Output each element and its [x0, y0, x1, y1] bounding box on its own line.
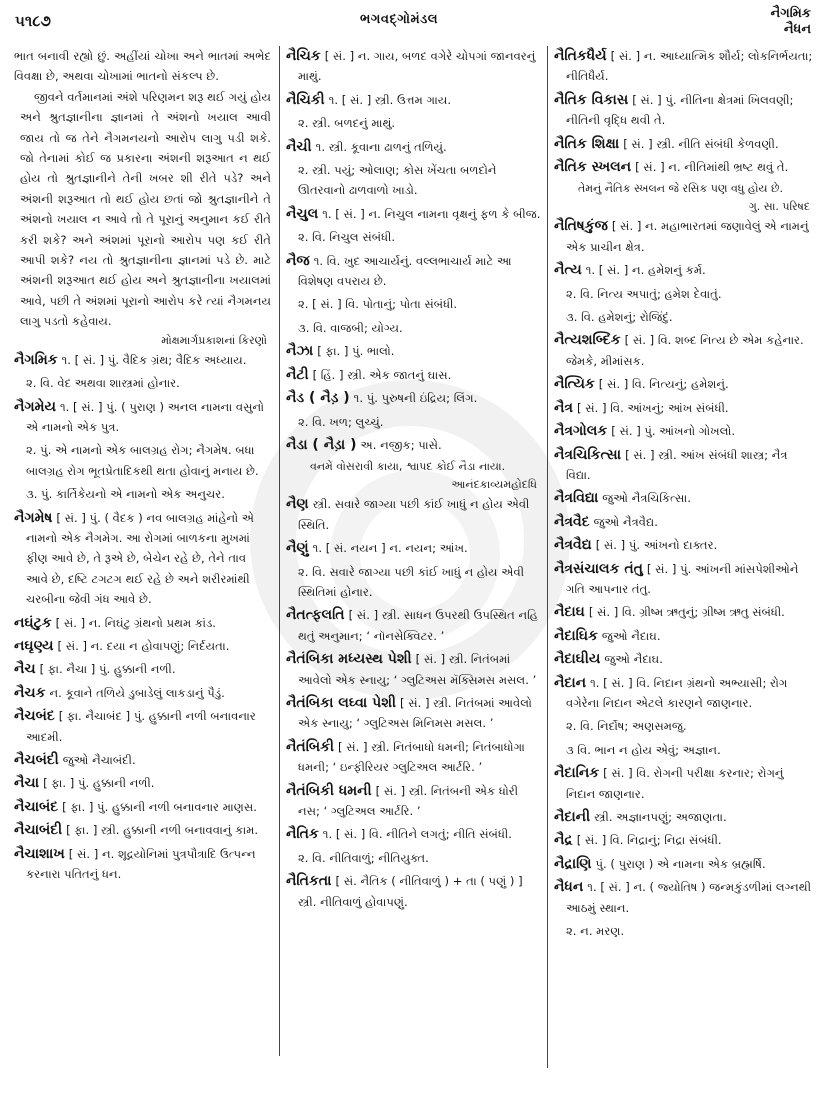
dictionary-entry — [286, 46, 541, 87]
definition: ૧. [ સં. ] ન. ( જ્યોતિષ ) જન્મકુંડળીમાં લગ્નથી આઠમું સ્થાન. — [566, 880, 812, 915]
headword: નૈત્ર — [554, 399, 574, 416]
sub-sense: ૩. વિ. વાજબી; યોગ્ય. — [298, 320, 403, 335]
dictionary-entry — [554, 398, 814, 418]
citation-source: આનંદકાવ્યમહોદધિ — [451, 478, 537, 492]
dictionary-entry — [14, 706, 271, 747]
dictionary-entry — [286, 388, 541, 408]
headword: નૈદાઘિક — [554, 627, 598, 644]
dictionary-entry — [554, 90, 814, 131]
definition: [ સં. ] પું. નીતિના ક્ષેત્રમાં ખિલવણી; નીતિની વૃદ્ધિ થવી તે. — [566, 92, 794, 128]
definition: [ સં. ] વિ. આંખનું; આંખ સંબંધી. — [577, 400, 729, 415]
entry-list — [14, 350, 271, 885]
page-header — [0, 0, 825, 44]
headword: નૈદાની — [554, 809, 591, 825]
headword: નૈત્રવૈદ્ય — [554, 537, 592, 554]
dictionary-entry — [554, 216, 814, 257]
headword: નૈડ ( નૈડ઼ ) — [286, 390, 350, 407]
guide-words — [771, 6, 811, 38]
definition: [ સં. ] વિ. ગ્રીષ્મ ઋતુનું; ગ્રીષ્મ ઋતુ સંબંધી. — [588, 605, 785, 620]
definition: [ સં. ] વિ. નિદ્રાનું; નિદ્રા સંબંધી. — [576, 833, 722, 848]
sub-sense: ૨. સ્ત્રી. પયું; ઓલાણ; કોસ ખેંચતા બળદોને ઊતરવાનો ઢાળવાળો ખાડો. — [298, 163, 497, 198]
definition: [ સં. ] ન. નિઘંટુ ગ્રંથનો પ્રથમ કાંડ. — [55, 615, 216, 630]
headword: નૈચાબંદ — [14, 798, 59, 815]
dictionary-entry — [286, 649, 541, 690]
dictionary-entry — [554, 535, 814, 555]
headword: નૈત્રવૈદ — [554, 513, 590, 530]
headword: નૈદાઘીય — [554, 651, 601, 668]
headword: નૈચિકી — [286, 91, 325, 108]
guide-word-last: નૈધન — [783, 22, 811, 37]
headword: નૈટી — [286, 366, 309, 383]
definition: સ્ત્રી. અજ્ઞાનપણું; અજાણતા. — [594, 810, 727, 824]
headword: નૈતંબિકા મધ્યસ્થ પેશી — [286, 651, 412, 668]
definition: [ ફા. ] પું. હુક્કાની નળી બનાવનાર માણસ. — [62, 799, 257, 814]
dictionary-columns — [14, 46, 814, 1056]
headword: નૈતિક — [286, 826, 319, 843]
sub-sense: ૩. વિ. હમેશનું; રોજિંદું. — [566, 310, 673, 325]
definition: [ સં. ] સ્ત્રી. નિતંબાધો ધમની; નિતંબાધોગા ધમની; ‘ ઇન્ફીરિયર ગ્લુટિઅલ આર્ટરિ. ’ — [298, 739, 525, 775]
definition: [ સં. ] પું. ( વૈદક ) નવ બાલગ્રહ માંહેનો એ નામનો એક નૈગમેગ. આ રોગમાં બાળકના મુખમાં ફીણ આવે છે, તે રૂએ છે, બેચેન રહે છે, તેને તાવ આવે છે, દષ્ટિ ટગટગ થઈ રહે છે અને શરીરમાંથી ચરબીના જેવી ગંધ આવે છે. — [26, 510, 255, 607]
dictionary-entry — [286, 737, 541, 778]
definition: ૧. [ સં. ] પું. વૈદિક ગ્રંથ; વૈદિક અધ્યાય. — [61, 352, 247, 367]
dictionary-entry — [14, 683, 271, 703]
dictionary-entry — [554, 46, 814, 87]
dictionary-entry — [286, 251, 541, 292]
headword: નૈજ — [286, 252, 310, 269]
definition: [ સં. ] સ્ત્રી. આંખ સંબંધી શાસ્ત્ર; નૈત્ર વિદ્યા. — [566, 447, 788, 482]
dictionary-entry — [286, 494, 541, 535]
definition: જુઓ નૈત્રવૈદ્ય. — [593, 514, 658, 529]
dictionary-entry — [14, 844, 271, 885]
dictionary-entry — [14, 508, 271, 610]
headword: નૈતિક શિક્ષા — [554, 135, 620, 152]
sub-sense: ૨. વિ. વેદ અથવા શાસ્ત્રમાં હોનાર. — [26, 376, 180, 391]
definition: [ સં. ] પું. આંખની માંસપેશીઓને ગતિ આપનાર તંતુ. — [566, 561, 799, 596]
dictionary-entry — [554, 330, 814, 371]
definition: [ સં. ] ન. શૂદ્રયોનિમાં પુત્રપૌત્રાદિ ઉત્પન્ન કરનારા પતિતનું ધન. — [26, 846, 256, 882]
dictionary-entry — [286, 871, 541, 912]
headword: નૈત્યિક — [554, 376, 595, 393]
column-middle — [280, 46, 548, 1068]
definition: [ સં. ] ન. મહાભારતમાં જણાવેલું એ નામનું એક પ્રાચીન ક્ષેત્ર. — [566, 219, 809, 254]
definition: સ્ત્રી. સવારે જાગ્યા પછી કાંઈ ખાધું ન હોય એવી સ્થિતિ. — [298, 497, 530, 532]
definition: [ સં. ] ન. આધ્યાત્મિક શૌર્ય; લોકનિર્ભયતા; નીતિધૈર્ય. — [566, 49, 813, 84]
dictionary-entry — [554, 512, 814, 532]
definition: પું. ( પુરાણ ) એ નામના એક બ્રહ્મર્ષિ. — [595, 856, 766, 871]
usage-quote: વનમેં વોસરાવી કાયા, શ્વાપદ કોઈ નૈડા નાયા. — [310, 460, 506, 474]
headword: નૈચાબંદી — [14, 822, 63, 839]
headword: નૈતિક સ્ખલન — [554, 159, 632, 176]
headword: નૈડા ( નૈડ઼ા ) — [286, 436, 357, 453]
definition: [ ફા. ] સ્ત્રી. હુક્કાની નળી બનાવવાનું કામ. — [66, 823, 259, 838]
headword: નૈદ્ર — [554, 832, 573, 849]
headword: નૈતિકધૈર્ય — [554, 48, 607, 64]
dictionary-entry — [554, 157, 814, 177]
headword: નૈત્રગોલક — [554, 423, 608, 440]
headword: નૈતંબિકી ધમની — [286, 782, 372, 799]
column-right — [548, 46, 814, 1056]
headword: નૈદાનિક — [554, 765, 600, 782]
definition: ૧. [ સં. ] પું. ( પુરાણ ) અનલ નામના વસુનો એ નામનો એક પુત્ર. — [26, 399, 264, 434]
dictionary-entry — [286, 137, 541, 157]
sub-sense: ૨. વિ. નિર્દોષ; અણસમજુ. — [566, 719, 687, 734]
headword: નૈધન — [554, 879, 584, 896]
usage-quote: તેમનું નૈતિક સ્ખલન જે રસિક પણ વધુ હોય છે. — [578, 182, 783, 196]
dictionary-entry — [286, 781, 541, 822]
dictionary-entry — [554, 830, 814, 850]
dictionary-entry — [286, 204, 541, 224]
definition: ૧. [ સં. ] વિ. નિદાન ગ્રંથનો અભ્યાસી; રોગ વગેરેના નિદાન એટલે કારણને જાણનાર. — [566, 675, 788, 710]
definition: ન. કૂવાને તળિયે ડુબાડેલું લાકડાનું પૈડું. — [49, 685, 225, 700]
definition: જુઓ નૈત્રચિકિત્સા. — [602, 491, 691, 506]
headword: નઘૃણ્ય — [14, 637, 54, 654]
headword: નૈદ્રાણિ — [554, 855, 592, 872]
headword: નૈગમેય — [14, 398, 56, 415]
definition: [ ફા. નૈચાબંદ ] પું. હુક્કાની નળી બનાવનાર આદમી. — [26, 709, 256, 744]
headword: નૈચબંદ — [14, 708, 55, 725]
dictionary-entry — [554, 421, 814, 441]
definition: [ સં. ] સ્ત્રી. નીતિ સંબંધી કેળવણી. — [623, 136, 779, 151]
headword: નૈત્રચિકિત્સા — [554, 446, 622, 463]
dictionary-entry — [14, 636, 271, 656]
definition: [ સં. ] વિ. નિત્યનું; હમેશનું. — [598, 377, 729, 392]
dictionary-entry — [286, 90, 541, 110]
sub-sense: ૩. પું. કાર્તિકેયનો એ નામનો એક અનુચર. — [26, 487, 225, 502]
headword: નૈગમિક — [14, 351, 58, 368]
headword: નૈચક — [14, 684, 46, 701]
headword: નૈત્યશબ્દિક — [554, 332, 621, 349]
definition: [ ફા. ] પું. ભાલો. — [317, 344, 395, 359]
definition: જુઓ નૈદાઘ. — [601, 628, 661, 643]
dictionary-entry — [554, 559, 814, 600]
dictionary-entry — [286, 435, 541, 455]
headword: નૈચા — [14, 775, 40, 792]
definition: [ સં. ] પું. આંખનો દાક્તર. — [595, 538, 718, 553]
dictionary-entry — [14, 820, 271, 840]
definition: અ. નજીક; પાસે. — [360, 437, 442, 452]
headword: નૈતિક વિકાસ — [554, 91, 629, 108]
headword: નૈતંબિકી — [286, 738, 335, 755]
dictionary-entry — [286, 341, 541, 361]
headword: નૈતિષકુંજ — [554, 218, 608, 235]
dictionary-entry — [554, 260, 814, 280]
definition: [ સં. ] ન. ગાય, બળદ વગેરે ચોપગાં જાનવરનું માથું. — [298, 49, 536, 84]
headword: નૈતંબિકા લઘ્વા પેશી — [286, 694, 396, 711]
headword: નૈગમેષ — [14, 509, 53, 526]
dictionary-entry — [554, 763, 814, 804]
continuation-paragraph: ભાત બનાવી રહ્યો છું. અહીંયાં ચોખા અને ભાતમાં અભેદ વિવક્ષા છે, અથવા ચોખામાં ભાતનો સંકલ્પ છે. — [14, 49, 271, 84]
headword: નૈતિકતા — [286, 873, 332, 890]
definition: ૧. [ સં. નયન ] ન. નયન; આંખ. — [312, 541, 468, 556]
dictionary-entry — [14, 659, 271, 679]
dictionary-entry — [286, 538, 541, 558]
entry-list — [554, 46, 814, 941]
definition: ૧. [ સં. ] ન. હમેશનું કર્મ. — [585, 263, 706, 278]
dictionary-entry — [14, 397, 271, 438]
dictionary-entry — [554, 807, 814, 827]
sub-sense: ૨. પું. એ નામનો એક બાલગ્રહ રોગ; નૈગમેષ. બધા બાલગ્રહ રોગ ભૂતપ્રેતાદિકથી થતા હોવાનું મનાય છે. — [26, 443, 259, 478]
column-left — [14, 46, 280, 1056]
running-title: ભગવદ્ગોમંડલ — [360, 12, 439, 27]
definition: [ ફા. ] પું. હુક્કાની નળી. — [43, 776, 155, 791]
entry-list — [286, 46, 541, 912]
dictionary-entry — [14, 613, 271, 633]
definition: ૧. સ્ત્રી. કૂવાના ઢાળનું તળિયું. — [315, 139, 447, 154]
sub-sense: ૨. વિ. ખળ; લુચ્ચું. — [298, 414, 384, 429]
definition: [ સં. ] વિ. રોગની પરીક્ષા કરનાર; રોગનું નિદાન જાણનાર. — [566, 766, 784, 801]
definition: [ સં. ] સ્ત્રી. નિતંબમાં આવેલો એક સ્નાયુ; ‘ ગ્લુટિઅસ મૅક્સિમસ મસલ. ’ — [298, 652, 537, 687]
dictionary-entry — [554, 649, 814, 669]
dictionary-entry — [286, 693, 541, 734]
headword: નૈદાઘ — [554, 604, 585, 621]
definition: [ સં. ] પું. આંખનો ગોખલો. — [611, 424, 736, 439]
dictionary-entry — [286, 605, 541, 646]
dictionary-entry — [286, 824, 541, 844]
sub-sense: ૨. ન. મરણ. — [566, 924, 625, 939]
definition: [ સં. ] ન. દયા ન હોવાપણું; નિર્દયતા. — [57, 638, 230, 653]
definition: [ હિં. ] સ્ત્રી. એક જાતનું ઘાસ. — [312, 367, 452, 382]
definition: [ સં. ] વિ. શબ્દ નિત્ય છે એમ કહેનાર. જેમકે, મીમાંસક. — [566, 333, 804, 368]
dictionary-entry — [14, 773, 271, 793]
definition: [ સં. નૈતિક ( નીતિવાળું ) + તા ( પણું ) ] સ્ત્રી. નીતિવાળું હોવાપણું. — [298, 874, 523, 909]
definition: ૧. વિ. ખુદ આચાર્યનું. વલ્લભાચાર્ય માટે આ વિશેષણ વપરાય છે. — [298, 253, 512, 289]
definition: [ સં. ] સ્ત્રી. નિતંબની એક ધોરી નસ; ‘ ગ્લુટિઅલ આર્ટરિ. ’ — [298, 783, 519, 818]
headword: નૈત્રવિદ્યા — [554, 490, 599, 507]
dictionary-entry — [554, 445, 814, 486]
sub-sense: ૨. વિ. નિત્ય અપાતું; હમેશ દેવાતું. — [566, 286, 722, 301]
dictionary-entry — [286, 365, 541, 385]
headword: નૈદાન — [554, 674, 587, 691]
definition: ૧. [ સં. ] ન. નિચુલ નામના વૃક્ષનું ફળ કે બીજ. — [322, 206, 541, 221]
headword: નૈચુલ — [286, 205, 319, 222]
citation-source: ગુ. સા. પરિષદ — [748, 200, 810, 214]
dictionary-entry — [554, 854, 814, 874]
sub-sense: ૩ વિ. ભાન ન હોય એવું; અજ્ઞાન. — [566, 742, 721, 757]
headword: નૈત્ય — [554, 262, 582, 279]
definition: [ સં. ] ન. નીતિમાંથી ભ્રષ્ટ થવું તે. — [635, 160, 789, 175]
sub-sense: ૨. વિ. નિચુલ સંબંધી. — [298, 230, 396, 245]
sub-sense: ૨. વિ. સવારે જાગ્યા પછી કાંઈ ખાધું ન હોય એવી સ્થિતિમાં હોનાર. — [298, 564, 525, 599]
headword: નૈઝા — [286, 343, 314, 360]
dictionary-entry — [14, 797, 271, 817]
continuation-paragraph: જીવને વર્તમાનમાં અંશે પરિણમન શરૂ થઈ ગયું હોય અને શ્રુતજ્ઞાનીના જ્ઞાનમાં તે અંશનો ખયાલ આવી જાય તો જ તેને નૈગમનયનો આરોપ લાગુ પડી શકે. જો તેનામાં કોઈ જ પ્રકારના અંશની શરૂઆત ન થઈ હોય તો શ્રુતજ્ઞાનીને તેની ખબર શી રીતે પડે? અને અંશની શરૂઆત તો થઈ હોય છતાં જો શ્રુતજ્ઞાનીને તે અંશનો ખયાલ ન આવે તો તે પૂરાનું અનુમાન કઈ રીતે કરી શકે? અને અંશમાં પૂરાનો આરોપ પણ કઈ રીતે આપી શકે? નય તો શ્રુતજ્ઞાનીના જ્ઞાનમાં પડે છે. માટે અંશની શરૂઆત થઈ હોય અને શ્રુતજ્ઞાનીના ખયાલમાં આવે, પછી તે અંશમાં પૂરાનો આરોપ કરે ત્યાં નૈગમનય લાગુ પડતો કહેવાય. — [20, 89, 271, 329]
headword: નૈચિક — [286, 48, 321, 64]
headword: નૈતત્ફલતિ — [286, 607, 345, 624]
sub-sense: ૨. વિ. નીતિવાળું; નીતિયુક્ત. — [298, 850, 429, 865]
guide-word-first: નૈગમિક — [770, 6, 811, 21]
dictionary-entry — [554, 626, 814, 646]
definition: ૧. પું. પુરુષની ઇંદ્રિય; લિંગ. — [353, 391, 478, 406]
headword: નૈચ — [14, 661, 36, 678]
headword: નઘંટુક — [14, 614, 52, 631]
page-number: ૫૧૮૭ — [15, 12, 51, 30]
headword: નૈત્રસંચાલક તંતુ — [554, 560, 643, 577]
sub-sense: ૨. [ સં. ] વિ. પોતાનું; પોતા સંબંધી. — [298, 297, 458, 312]
headword: નૈણ — [286, 496, 309, 513]
definition: [ ફા. નૈચા ] પું. હુક્કાની નળી. — [39, 662, 176, 677]
definition: ૧. [ સં. ] સ્ત્રી. ઉત્તમ ગાય. — [328, 92, 452, 107]
dictionary-entry — [554, 673, 814, 714]
dictionary-entry — [554, 877, 814, 918]
definition: [ સં. ] સ્ત્રી. સાધન ઉપરથી ઉપસ્થિત નહિ થતું અનુમાન; ‘ નૉનસેક્વિટર. ’ — [298, 608, 538, 643]
dictionary-entry — [554, 374, 814, 394]
dictionary-entry — [554, 602, 814, 622]
definition: જુઓ નૈચાબંદી. — [62, 753, 136, 767]
dictionary-entry — [554, 488, 814, 508]
headword: નૈચાશાખ — [14, 845, 65, 862]
citation-source: મોક્ષમાર્ગપ્રકાશનાં કિરણો — [161, 333, 267, 347]
dictionary-entry — [554, 134, 814, 154]
dictionary-entry — [14, 350, 271, 370]
headword: નૈચબંદી — [14, 752, 59, 768]
definition: ૧. [ સં. ] વિ. નીતિને લગતું; નીતિ સંબંધી. — [322, 827, 512, 842]
dictionary-entry — [14, 750, 271, 770]
headword: નૈચી — [286, 138, 312, 155]
definition: [ સં. ] સ્ત્રી. નિતંબમાં આવેલો એક સ્નાયુ; ‘ ગ્લુટિઅસ મિનિમસ મસલ. ’ — [298, 695, 532, 731]
definition: જુઓ નૈદાઘ. — [604, 652, 663, 667]
sub-sense: ૨. સ્ત્રી. બળદનું માથું. — [298, 116, 396, 131]
headword: નૈણું — [286, 540, 309, 557]
